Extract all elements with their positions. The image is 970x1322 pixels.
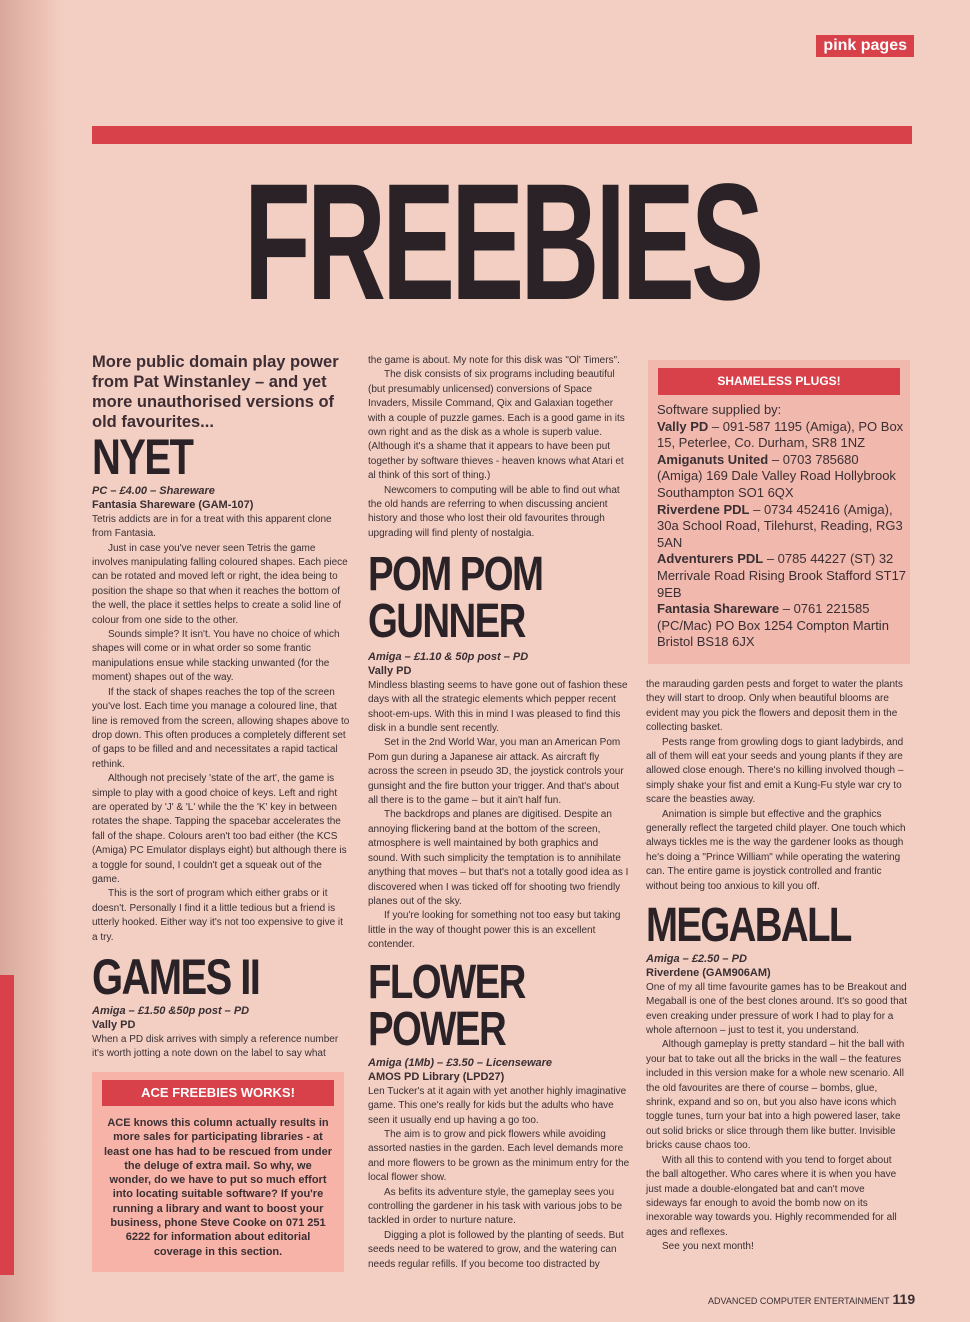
page-title: FREEBIES <box>243 150 761 335</box>
pompom-paragraph: Set in the 2nd World War, you man an American Pom Pom gun during a Japanese air attack. As aircraft fly across the screen in pseudo 3D, the joystick controls your gunsight and the fire button your trigger. And that's about all there is to the game – but it ain't half fun. <box>368 737 624 807</box>
flower-article <box>368 956 630 1272</box>
plug-entry <box>657 551 907 601</box>
flower-paragraph: Len Tucker's at it again with yet another highly imaginative game. This one's really for kids but the adults who have seen it usually end up having a go too. <box>368 1085 627 1126</box>
megaball-paragraph: See you next month! <box>662 1241 754 1253</box>
games2-paragraph: Newcomers to computing will be able to find out what the old hands are referring to when discussing ancient history and those who lost their old favourites through upgrading will find plenty of nostalgia. <box>368 484 620 539</box>
plug-name: Fantasia Shareware <box>657 601 780 617</box>
magazine-name: ADVANCED COMPUTER ENTERTAINMENT <box>708 1296 890 1306</box>
title-red-bar <box>92 126 912 144</box>
megaball-article <box>646 900 908 1255</box>
nyet-paragraph: This is the sort of program which either grabs or it doesn't. Personally I find it a little tedious but a friend is utterly hooked. Either way it's not too expensive to give it a try. <box>92 888 343 943</box>
nyet-paragraph: Sounds simple? It isn't. You have no choice of which shapes will come or in what order so some frantic manipulations ensue while stacking unwanted (for the moment) shapes out of the way. <box>92 629 340 684</box>
games2-paragraph: The disk consists of six programs including beautiful (but presumably unlicensed) conversions of Space Invaders, Missile Command, Qix and Galaxian together with a couple of puzzle games. Each is a good game in its own right and as the disk as a whole is superb value. (Although it's a shame that it appears to have been put together by software thieves - heaven knows what Atari et al think of this sort of thing.) <box>368 369 625 482</box>
flower-paragraph: the marauding garden pests and forget to water the plants they will start to droop. Only when beautiful blooms are evident may you pick the flowers and deposit them in the collecting basket. <box>646 679 903 734</box>
page-footer <box>708 1291 915 1307</box>
plugs-heading: SHAMELESS PLUGS! <box>658 368 900 395</box>
flower-paragraph: Pests range from growling dogs to giant ladybirds, and all of them will eat your seeds and young plants if they are allowed close enough. There's no killing involved though – simply shake your fist and emit a Kung-Fu style war cry to scare the beasties away. <box>646 736 904 806</box>
flower-paragraph: The aim is to grow and pick flowers while avoiding assorted nasties in the garden. Each level demands more and more flowers to be grown as the minimum entry for the local flower show. <box>368 1129 630 1184</box>
flower-paragraph: Digging a plot is followed by the planting of seeds. But seeds need to be watered to grow, and the watering can needs regular refills. If you become too distracted by <box>368 1229 624 1270</box>
megaball-heading: MEGABALL <box>646 899 851 952</box>
intro-standfirst: More public domain play power from Pat Winstanley – and yet more unauthorised versions of old favourites... <box>92 353 339 431</box>
flower-paragraph: As befits its adventure style, the gameplay sees you controlling the gardener in his task with various jobs to be tackled in order to nurture nature. <box>368 1186 623 1227</box>
pompom-heading-line1: POM POM <box>368 548 543 601</box>
ace-box-text: ACE knows this column actually results in more sales for participating libraries - at least one has had to be rescued from under the deluge of extra mail. So why, we wonder, do we have to put so much effort into locating suitable software? If you're running a library and want to boost your business, phone Steve Cooke on 071 251 6222 for information about editorial coverage in this section. <box>104 1117 332 1258</box>
pompom-heading-line2: GUNNER <box>368 595 525 648</box>
pompom-library: Vally PD <box>368 665 412 678</box>
flower-heading-line2: POWER <box>368 1003 506 1056</box>
games2-heading: GAMES II <box>92 949 260 1005</box>
games2-article <box>92 950 350 1062</box>
nyet-paragraph: Although not precisely 'state of the art', the game is simple to play with a good choice of keys. Left and right are operated by 'J' & 'L' while the the 'K' key in between rotates the shape. Tapping the spacebar accelerates the fall of the shape. Colours aren't too bad either (the KCS (Amiga) PC Emulator displays eight) but although there is a toggle for sound, I couldn't get a squeak out of the game. <box>92 773 347 885</box>
pompom-article <box>368 548 630 953</box>
section-tag: pink pages <box>816 35 914 57</box>
games2-paragraph: When a PD disk arrives with simply a reference number it's worth jotting a note down on the label to say what <box>92 1033 339 1060</box>
nyet-paragraph: Tetris addicts are in for a treat with this apparent clone from Fantasia. <box>92 513 332 540</box>
flower-paragraph: Animation is simple but effective and the graphics generally reflect the targeted child player. One touch which always tickles me is the way the gardener looks as though he's doing a "Prince William" while operating the watering can. The entire game is joystick controlled and frantic without being too anxious to kill you off. <box>646 808 906 892</box>
nyet-article <box>92 430 350 945</box>
games2-paragraph: the game is about. My note for this disk was "Ol' Timers". <box>368 355 620 366</box>
games2-library: Vally PD <box>92 1019 136 1032</box>
pompom-paragraph: Mindless blasting seems to have gone out of fashion these days with all the strategic elements which pepper recent shoot-em-ups. With this in mind I was pleased to find this disk in a bundle sent recently. <box>368 679 628 735</box>
page-spine <box>0 0 62 1322</box>
megaball-paragraph: With all this to contend with you tend to forget about the ball altogether. Who cares where it is when you have just made a double-elongated bat and can't move sideways far enough to avoid the bomb now on its inexorable way towards you. Highly recommended for all ages and reflexes. <box>646 1154 897 1238</box>
games2-continued <box>368 354 630 541</box>
nyet-paragraph: Just in case you've never seen Tetris the game involves manipulating falling coloured shapes. Each piece can be rotated and moved left or right, the idea being to position the shape so that when it reaches the bottom of the well, the place it settles helps to create a solid line of colour from one side to the other. <box>92 542 348 626</box>
plug-name: Riverdene PDL <box>657 501 750 517</box>
page-number: 119 <box>892 1291 916 1307</box>
plug-entry <box>657 452 907 502</box>
plug-name: Vally PD <box>657 418 709 434</box>
plug-entry <box>657 601 907 651</box>
plug-details: – 0703 785680 (Amiga) 169 Dale Valley Road Hollybrook Southampton SO1 6QX <box>657 451 896 500</box>
megaball-library: Riverdene (GAM906AM) <box>646 967 771 980</box>
plug-name: Adventurers PDL <box>657 551 764 567</box>
games2-price: Amiga – £1.50 &50p post – PD <box>92 1005 250 1017</box>
plug-details: – 091-587 1195 (Amiga), PO Box 15, Peterlee, Co. Durham, SR8 1NZ <box>657 418 904 451</box>
pompom-paragraph: If you're looking for something not too easy but taking little in the way of thought power this is an excellent contender. <box>368 910 621 951</box>
flower-heading-line1: FLOWER <box>368 956 525 1009</box>
flower-library: AMOS PD Library (LPD27) <box>368 1071 505 1084</box>
megaball-paragraph: One of my all time favourite games has to be Breakout and Megaball is one of the best clones around. It's so good that even creaking under pressure of work I had to play for a whole afternoon – just to test it, you understand. <box>646 981 907 1037</box>
nyet-paragraph: If the stack of shapes reaches the top of the screen you've lost. Each time you manage a coloured line, that line is removed from the screen, allowing shapes above to drop down. This often produces a completely different set of gaps to be filled and and necessitates a rapid tactical rethink. <box>92 686 350 770</box>
ace-freebies-box <box>92 1072 344 1272</box>
plug-entry <box>657 419 907 452</box>
plug-details: – 0761 221585 (PC/Mac) PO Box 1254 Compton Martin Bristol BS18 6JX <box>657 601 889 650</box>
spine-red-band <box>0 975 14 1275</box>
megaball-price: Amiga – £2.50 – PD <box>646 953 747 965</box>
megaball-paragraph: Although gameplay is pretty standard – hit the ball with your bat to take out all the bricks in the wall – the features included in this version make for a whole new scenario. All the old favourites are there of course – bombs, glue, shrink, expand and so on, but you also have icons which toggle tunes, turn your bat into a high powered laser, take out solid bricks or slice through them like butter. Invisible bricks cause chaos too. <box>646 1039 905 1152</box>
flower-price: Amiga (1Mb) – £3.50 – Licenseware <box>368 1057 553 1069</box>
nyet-heading: NYET <box>92 429 193 485</box>
nyet-price: PC – £4.00 – Shareware <box>92 485 215 497</box>
flower-continued <box>646 678 908 894</box>
plug-details: – 0785 44227 (ST) 32 Merrivale Road Rising Brook Stafford ST17 9EB <box>657 551 907 600</box>
plug-name: Amiganuts United <box>657 451 769 467</box>
shameless-plugs-box <box>648 360 910 664</box>
plug-details: – 0734 452416 (Amiga), 30a School Road, Tilehurst, Reading, RG3 5AN <box>657 501 903 550</box>
plugs-list <box>657 402 907 651</box>
pompom-price: Amiga – £1.10 & 50p post – PD <box>368 651 529 663</box>
plug-entry <box>657 502 907 552</box>
plugs-intro: Software supplied by: <box>657 402 782 417</box>
ace-box-heading: ACE FREEBIES WORKS! <box>102 1080 334 1106</box>
pompom-paragraph: The backdrops and planes are digitised. Despite an annoying flickering band at the bottom of the screen, atmosphere is well maintained by both graphics and sound. With such simplicity the temptation is to annihilate anything that moves – but that's not a totally good idea as I discovered when I was ticked off for shooting two friendly planes out of the sky. <box>368 809 629 907</box>
nyet-library: Fantasia Shareware (GAM-107) <box>92 499 254 512</box>
